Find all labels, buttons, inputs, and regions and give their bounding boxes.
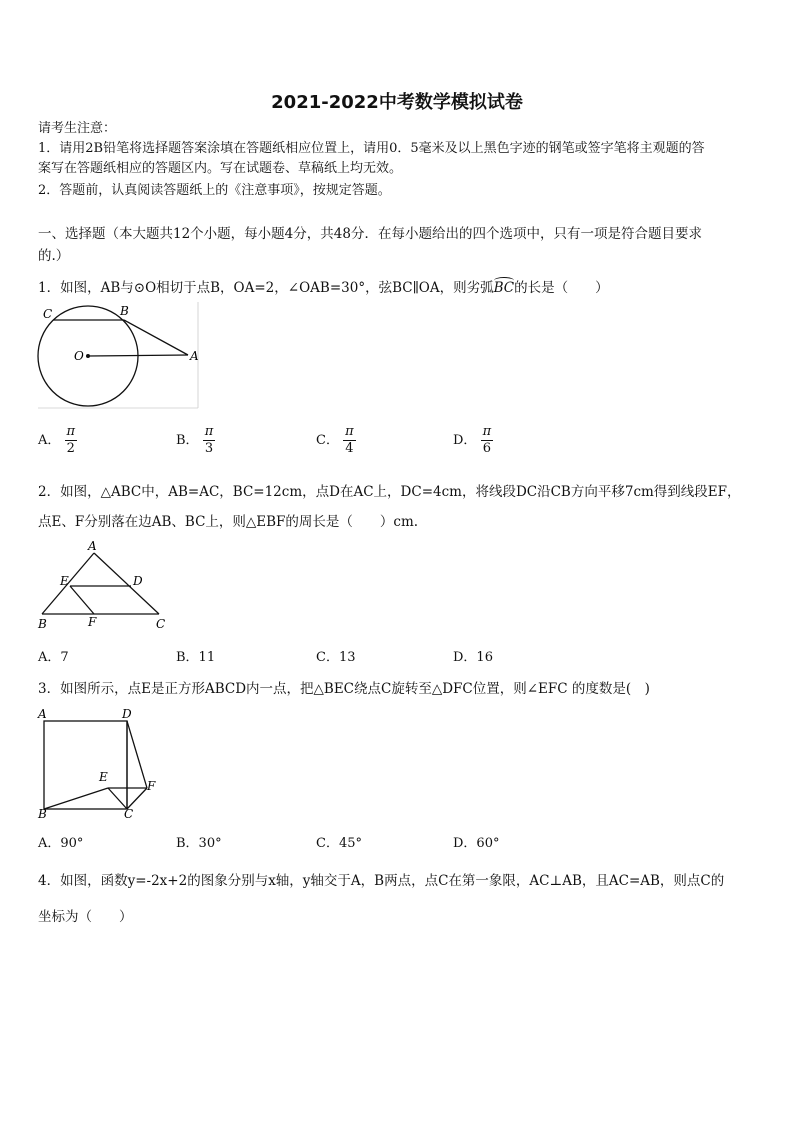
q1-label-a: A xyxy=(190,349,199,363)
q1-option-c[interactable] xyxy=(316,424,356,457)
q3-option-c[interactable]: C．45° xyxy=(316,836,362,851)
question-4-line-1: 4．如图，函数y=-2x+2的图象分别与x轴，y轴交于A，B两点，点C在第一象限，AC⊥AB，且AC=AB，则点C的 xyxy=(38,873,725,889)
notice-heading: 请考生注意： xyxy=(38,121,117,136)
q2-label-b: B xyxy=(38,617,47,631)
fraction-numerator: π xyxy=(482,424,492,439)
fraction-denominator: 6 xyxy=(482,441,491,456)
option-letter: B． xyxy=(176,433,199,448)
notice-line-1: 1．请用2B铅笔将选择题答案涂填在答题纸相应位置上，请用0．5毫米及以上黑色字迹的钢笔或签字笔将主观题的答 xyxy=(38,141,705,156)
question-4-line-2: 坐标为（ ） xyxy=(38,909,133,925)
q1-option-b[interactable] xyxy=(176,424,215,457)
option-letter: A． xyxy=(38,433,61,448)
fraction-denominator: 2 xyxy=(66,441,75,456)
q3-option-b[interactable]: B．30° xyxy=(176,836,222,851)
q3-label-a: A xyxy=(38,707,47,721)
question-1 xyxy=(38,276,609,296)
section-1-heading: 一、选择题（本大题共12个小题，每小题4分，共48分．在每小题给出的四个选项中，只有一项是符合题目要求 xyxy=(38,226,702,242)
q2-option-a[interactable]: A．7 xyxy=(38,650,69,665)
q2-figure xyxy=(36,538,171,632)
fraction-numerator: π xyxy=(345,424,354,439)
q1-arc-label: BC xyxy=(493,280,515,296)
q2-option-c[interactable]: C．13 xyxy=(316,650,356,665)
q1-label-b: B xyxy=(120,304,129,318)
question-2-line-1: 2．如图，△ABC中，AB=AC，BC=12cm，点D在AC上，DC=4cm，将线段DC沿CB方向平移7cm得到线段EF， xyxy=(38,484,741,500)
fraction-denominator: 3 xyxy=(204,441,214,456)
q2-label-a: A xyxy=(88,539,97,553)
q2-option-d[interactable]: D．16 xyxy=(453,650,493,665)
q2-label-d: D xyxy=(133,574,143,588)
option-letter: D． xyxy=(453,433,477,448)
q1-figure xyxy=(36,300,201,412)
section-1-heading-cont: 的.） xyxy=(38,248,70,264)
q2-label-c: C xyxy=(156,617,166,631)
fraction-numerator: π xyxy=(204,424,214,439)
q1-option-d[interactable] xyxy=(453,424,493,457)
notice-line-3: 2．答题前，认真阅读答题纸上的《注意事项》，按规定答题。 xyxy=(38,183,391,198)
question-3: 3．如图所示，点E是正方形ABCD内一点，把△BEC绕点C旋转至△DFC位置，则∠EFC 的度数是( ) xyxy=(38,681,650,697)
fraction-numerator: π xyxy=(66,424,76,439)
option-letter: C． xyxy=(316,433,339,448)
q2-label-f: F xyxy=(88,615,97,629)
q1-label-c: C xyxy=(43,307,53,321)
q3-figure xyxy=(36,706,166,820)
q3-option-a[interactable]: A．90° xyxy=(38,836,84,851)
q1-label-o: O xyxy=(74,349,84,363)
notice-line-2: 案写在答题纸相应的答题区内。写在试题卷、草稿纸上均无效。 xyxy=(38,161,403,176)
q3-option-d[interactable]: D．60° xyxy=(453,836,500,851)
question-2-line-2: 点E、F分别落在边AB、BC上，则△EBF的周长是（ ）cm. xyxy=(38,514,419,530)
q3-label-e: E xyxy=(99,770,108,784)
q3-label-b: B xyxy=(38,807,47,820)
q2-option-b[interactable]: B．11 xyxy=(176,650,216,665)
q3-label-c: C xyxy=(124,807,134,820)
fraction-denominator: 4 xyxy=(345,441,354,456)
q3-label-d: D xyxy=(122,707,132,721)
page-title: 2021-2022中考数学模拟试卷 xyxy=(271,92,523,113)
q1-text-before: 1．如图，AB与⊙O相切于点B，OA=2，∠OAB=30°，弦BC∥OA，则劣弧 xyxy=(38,280,494,296)
q2-label-e: E xyxy=(60,574,69,588)
q1-option-a[interactable] xyxy=(38,424,77,457)
q1-text-after: 的长是（ ） xyxy=(514,280,609,296)
q3-label-f: F xyxy=(147,779,156,793)
